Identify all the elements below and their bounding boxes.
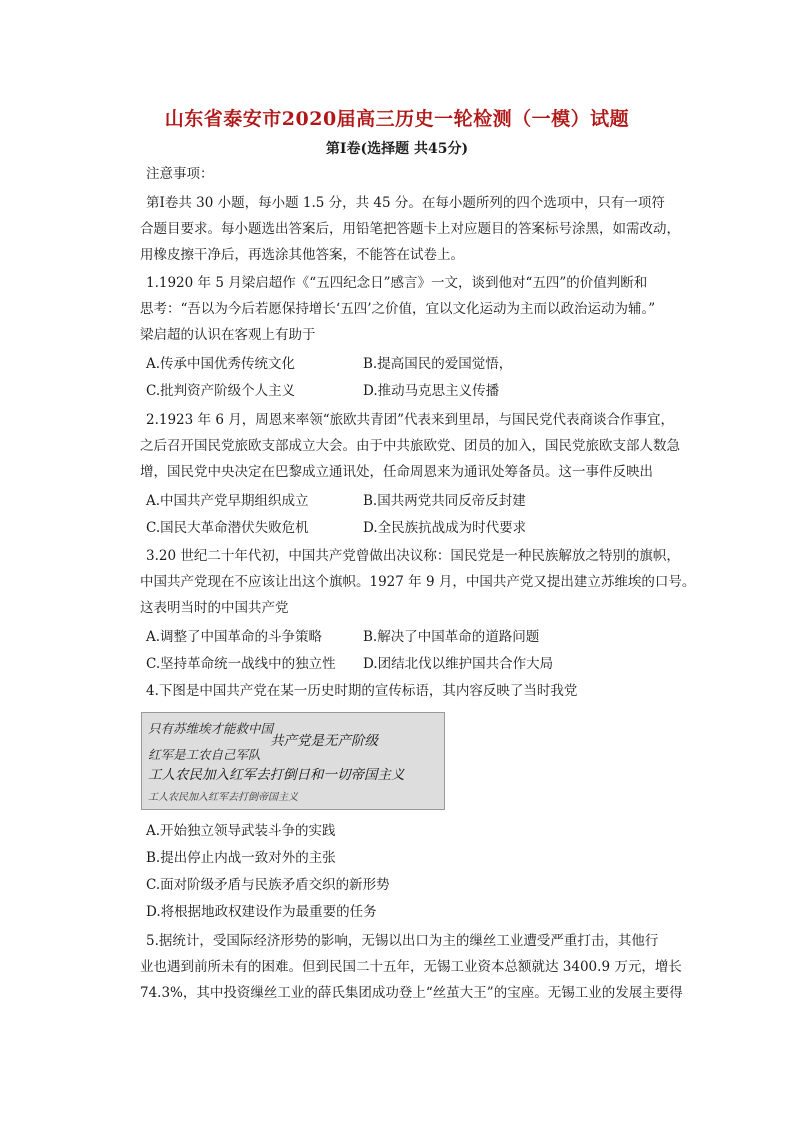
question-2-stem: 之后召开国民党旅欧支部成立大会。由于中共旅欧党、团员的加入，国民党旅欧支部人数急 xyxy=(140,438,680,454)
question-5-stem: 业也遇到前所未有的困难。但到民国二十五年，无锡工业资本总额就达 3400.9 万元，增长 xyxy=(140,959,682,975)
question-5-stem: 74.3%，其中投资缫丝工业的薛氏集团成功登上“丝茧大王”的宝座。无锡工业的发展主要得 xyxy=(140,985,683,1001)
question-2-stem: 2.1923 年 6 月，周恩来率领“旅欧共青团”代表来到里昂，与国民党代表商谈合作事宜， xyxy=(146,412,675,428)
question-3-stem: 3.20 世纪二十年代初，中国共产党曾做出决议称：国民党是一种民族解放之特别的旗帜， xyxy=(146,548,680,564)
exam-title: 山东省泰安市2020届高三历史一轮检测（一模）试题 xyxy=(164,108,630,130)
question-2-stem: 增，国民党中央决定在巴黎成立通讯处，任命周恩来为通讯处筹备员。这一事件反映出 xyxy=(140,464,653,480)
slogan-line: 红军是工农自己军队 xyxy=(148,747,261,762)
slogan-line: 只有苏维埃才能救中国 xyxy=(148,721,274,736)
question-2-option-d: D.全民族抗战成为时代要求 xyxy=(363,520,527,536)
question-2-option-b: B.国共两党共同反帝反封建 xyxy=(363,493,526,509)
question-2-option-a: A.中国共产党早期组织成立 xyxy=(146,493,309,509)
question-1-stem: 思考：“吾以为今后若愿保持增长‘五四’之价值，宜以文化运动为主而以政治运动为辅。” xyxy=(140,301,656,317)
slogan-line: 工人农民加入红军去打倒日和一切帝国主义 xyxy=(148,767,405,783)
question-3-stem: 这表明当时的中国共产党 xyxy=(140,600,289,616)
slogan-line: 共产党是无产阶级 xyxy=(270,733,378,749)
notice-heading: 注意事项： xyxy=(146,166,214,182)
question-1-option-a: A.传承中国优秀传统文化 xyxy=(146,356,296,372)
slogan-handwriting-image xyxy=(142,713,444,809)
question-3-option-c: C.坚持革命统一战线中的独立性 xyxy=(146,656,336,672)
question-3-stem: 中国共产党现在不应该让出这个旗帜。1927 年 9 月，中国共产党又提出建立苏维埃的口号。 xyxy=(140,574,696,590)
question-4-option-c: C.面对阶级矛盾与民族矛盾交织的新形势 xyxy=(146,877,390,893)
question-2-option-c: C.国民大革命潜伏失败危机 xyxy=(146,520,309,536)
question-5-stem: 5.据统计，受国际经济形势的影响，无锡以出口为主的缫丝工业遭受严重打击，其他行 xyxy=(146,933,659,949)
question-3-option-a: A.调整了中国革命的斗争策略 xyxy=(146,629,323,645)
question-1-option-b: B.提高国民的爱国觉悟， xyxy=(363,356,513,372)
question-1-option-d: D.推动马克思主义传播 xyxy=(363,383,500,399)
question-3-option-d: D.团结北伐以维护国共合作大局 xyxy=(363,656,554,672)
notice-line: 用橡皮擦干净后，再选涂其他答案，不能答在试卷上。 xyxy=(140,247,464,263)
question-1-option-c: C.批判资产阶级个人主义 xyxy=(146,383,296,399)
question-1-stem: 梁启超的认识在客观上有助于 xyxy=(140,327,316,343)
question-3-option-b: B.解决了中国革命的道路问题 xyxy=(363,629,540,645)
slogan-photo xyxy=(141,712,445,810)
question-4-option-a: A.开始独立领导武装斗争的实践 xyxy=(146,823,336,839)
notice-line: 第Ⅰ卷共 30 小题，每小题 1.5 分，共 45 分。在每小题所列的四个选项中，只有一项符 xyxy=(146,195,665,211)
question-1-stem: 1.1920 年 5 月梁启超作《“五四纪念日”感言》一文，谈到他对“五四”的价值判断和 xyxy=(146,275,648,291)
question-4-option-d: D.将根据地政权建设作为最重要的任务 xyxy=(146,904,377,920)
question-4-stem: 4.下图是中国共产党在某一历史时期的宣传标语，其内容反映了当时我党 xyxy=(146,683,578,699)
notice-line: 合题目要求。每小题选出答案后，用铅笔把答题卡上对应题目的答案标号涂黑，如需改动， xyxy=(140,221,680,237)
section-heading: 第Ⅰ卷(选择题 共45分) xyxy=(325,141,469,157)
question-4-option-b: B.提出停止内战一致对外的主张 xyxy=(146,850,336,866)
slogan-line: 工人农民加入红军去打倒帝国主义 xyxy=(148,792,298,803)
